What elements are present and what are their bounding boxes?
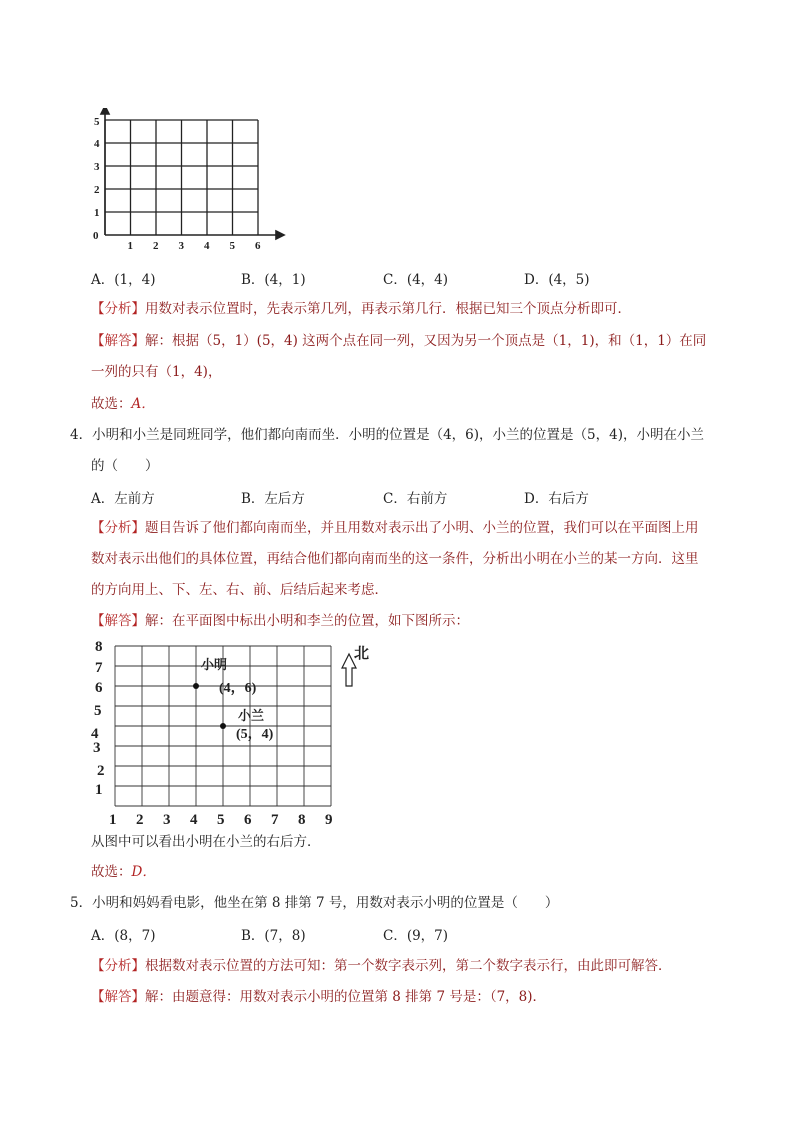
q3-answer-text-1: 解：根据（5，1）(5，4) 这两个点在同一列，又因为另一个顶点是（1，1)，和（1，1）在同 [145, 333, 707, 349]
q3-option-a: A．(1，4) [91, 272, 156, 288]
q4-option-d: D．右后方 [524, 491, 589, 507]
q3-axes [101, 108, 284, 239]
q4-x-tick: 4 [190, 812, 198, 828]
q3-analysis [91, 299, 631, 319]
q4-conclusion [91, 862, 156, 882]
q4-y-tick: 3 [93, 740, 101, 756]
q4-x-tick: 8 [298, 812, 306, 828]
q5-option-b: B．(7，8) [241, 928, 306, 944]
analysis-tag: 【分析】 [91, 958, 145, 974]
q4-point-xiaoming-name: 小明 [201, 657, 228, 672]
conclusion-prefix: 故选： [91, 396, 132, 412]
q4-x-tick: 6 [244, 812, 252, 828]
q4-y-tick: 1 [95, 782, 103, 798]
q5-stem-text: 小明和妈妈看电影，他坐在第 8 排第 7 号，用数对表示小明的位置是（ ） [92, 895, 559, 911]
q5-answer [91, 987, 546, 1007]
q5-option-c: C．(9，7) [383, 928, 449, 944]
q3-conclusion [91, 394, 155, 414]
q3-x-tick: 3 [178, 240, 184, 252]
q3-x-tick: 5 [229, 240, 235, 252]
q3-grid-figure [88, 108, 288, 253]
answer-tag: 【解答】 [91, 989, 145, 1005]
q4-y-tick: 8 [95, 639, 103, 655]
q4-option-a: A．左前方 [91, 491, 155, 507]
conclusion-prefix: 故选： [91, 864, 132, 880]
q4-point-xiaolan-coord: (5，4) [236, 727, 274, 742]
q3-y-tick: 5 [94, 116, 100, 128]
q3-y-tick: 3 [94, 161, 100, 173]
q4-plane-figure [88, 636, 378, 832]
q3-option-b: B．(4，1) [241, 272, 306, 288]
q5-analysis-text: 根据数对表示位置的方法可知：第一个数字表示列，第二个数字表示行，由此即可解答． [145, 958, 672, 974]
q3-answer-line1 [91, 331, 706, 351]
q4-answer [91, 611, 469, 631]
q3-y-tick: 2 [94, 184, 100, 196]
q4-x-tick: 7 [271, 812, 279, 828]
q4-option-c: C．右前方 [383, 491, 448, 507]
q3-x-tick: 4 [204, 240, 210, 252]
q3-y-tick: 0 [93, 230, 99, 242]
q4-option-b: B．左后方 [241, 491, 305, 507]
q4-point-xiaolan-name: 小兰 [238, 708, 265, 723]
q4-stem-line1 [70, 425, 704, 445]
q3-option-c: C．(4，4) [383, 272, 449, 288]
q3-x-tick: 6 [255, 240, 261, 252]
q3-option-d: D．(4，5) [524, 272, 590, 288]
q4-y-tick-labels [91, 639, 105, 798]
q4-x-tick: 2 [136, 812, 144, 828]
q3-x-tick-labels [128, 240, 262, 252]
q3-x-tick: 2 [153, 240, 159, 252]
answer-tag: 【解答】 [91, 333, 145, 349]
q3-x-tick: 1 [127, 240, 133, 252]
q4-point-xiaolan [220, 723, 226, 729]
north-label: 北 [354, 646, 370, 662]
q4-y-tick: 5 [94, 703, 102, 719]
q4-x-tick: 5 [217, 812, 225, 828]
q4-y-tick: 7 [95, 660, 103, 676]
answer-tag: 【解答】 [91, 613, 145, 629]
q4-answer-text: 解：在平面图中标出小明和李兰的位置，如下图所示： [145, 613, 469, 629]
q3-answer-line2: 一列的只有（1，4)， [91, 364, 222, 380]
q3-grid-lines [105, 120, 258, 235]
q5-number: 5． [70, 895, 93, 911]
q5-option-a: A．(8，7) [91, 928, 156, 944]
conclusion-value: A． [131, 396, 155, 412]
q5-answer-text: 解：由题意得：用数对表示小明的位置第 8 排第 7 号是：（7，8)． [145, 989, 547, 1005]
q4-x-tick: 9 [325, 812, 333, 828]
q4-y-tick: 6 [95, 680, 103, 696]
q5-stem [70, 893, 558, 913]
q4-number: 4． [70, 427, 93, 443]
analysis-tag: 【分析】 [91, 301, 145, 317]
q4-x-tick-labels [109, 812, 333, 828]
q4-point-xiaoming-coord: (4，6) [219, 681, 257, 696]
q4-x-tick: 3 [163, 812, 171, 828]
q4-stem-text-1: 小明和小兰是同班同学，他们都向南而坐．小明的位置是（4，6)，小兰的位置是（5，4)，小明在小兰 [92, 427, 704, 443]
conclusion-value: D． [131, 864, 156, 880]
q3-y-tick: 4 [94, 138, 100, 150]
q4-point-xiaoming [193, 683, 199, 689]
q3-y-tick: 1 [94, 207, 100, 219]
q4-conclusion-text: 从图中可以看出小明在小兰的右后方． [91, 834, 321, 850]
q5-analysis [91, 956, 672, 976]
q4-analysis-line1 [91, 518, 699, 538]
q4-stem-line2: 的（ ） [91, 458, 159, 474]
q4-y-tick: 2 [97, 763, 105, 779]
q4-y-tick: 4 [91, 726, 99, 742]
q4-x-tick: 1 [109, 812, 117, 828]
q4-analysis-line2: 数对表示出他们的具体位置，再结合他们都向南而坐的这一条件，分析出小明在小兰的某一方向．这里 [91, 551, 699, 567]
q4-analysis-line3: 的方向用上、下、左、右、前、后结后起来考虑． [91, 582, 388, 598]
q3-y-tick-labels [93, 116, 100, 242]
q4-analysis-text-1: 题目告诉了他们都向南而坐，并且用数对表示出了小明、小兰的位置，我们可以在平面图上用 [145, 520, 699, 536]
q3-analysis-text: 用数对表示位置时，先表示第几列，再表示第几行．根据已知三个顶点分析即可． [145, 301, 631, 317]
analysis-tag: 【分析】 [91, 520, 145, 536]
